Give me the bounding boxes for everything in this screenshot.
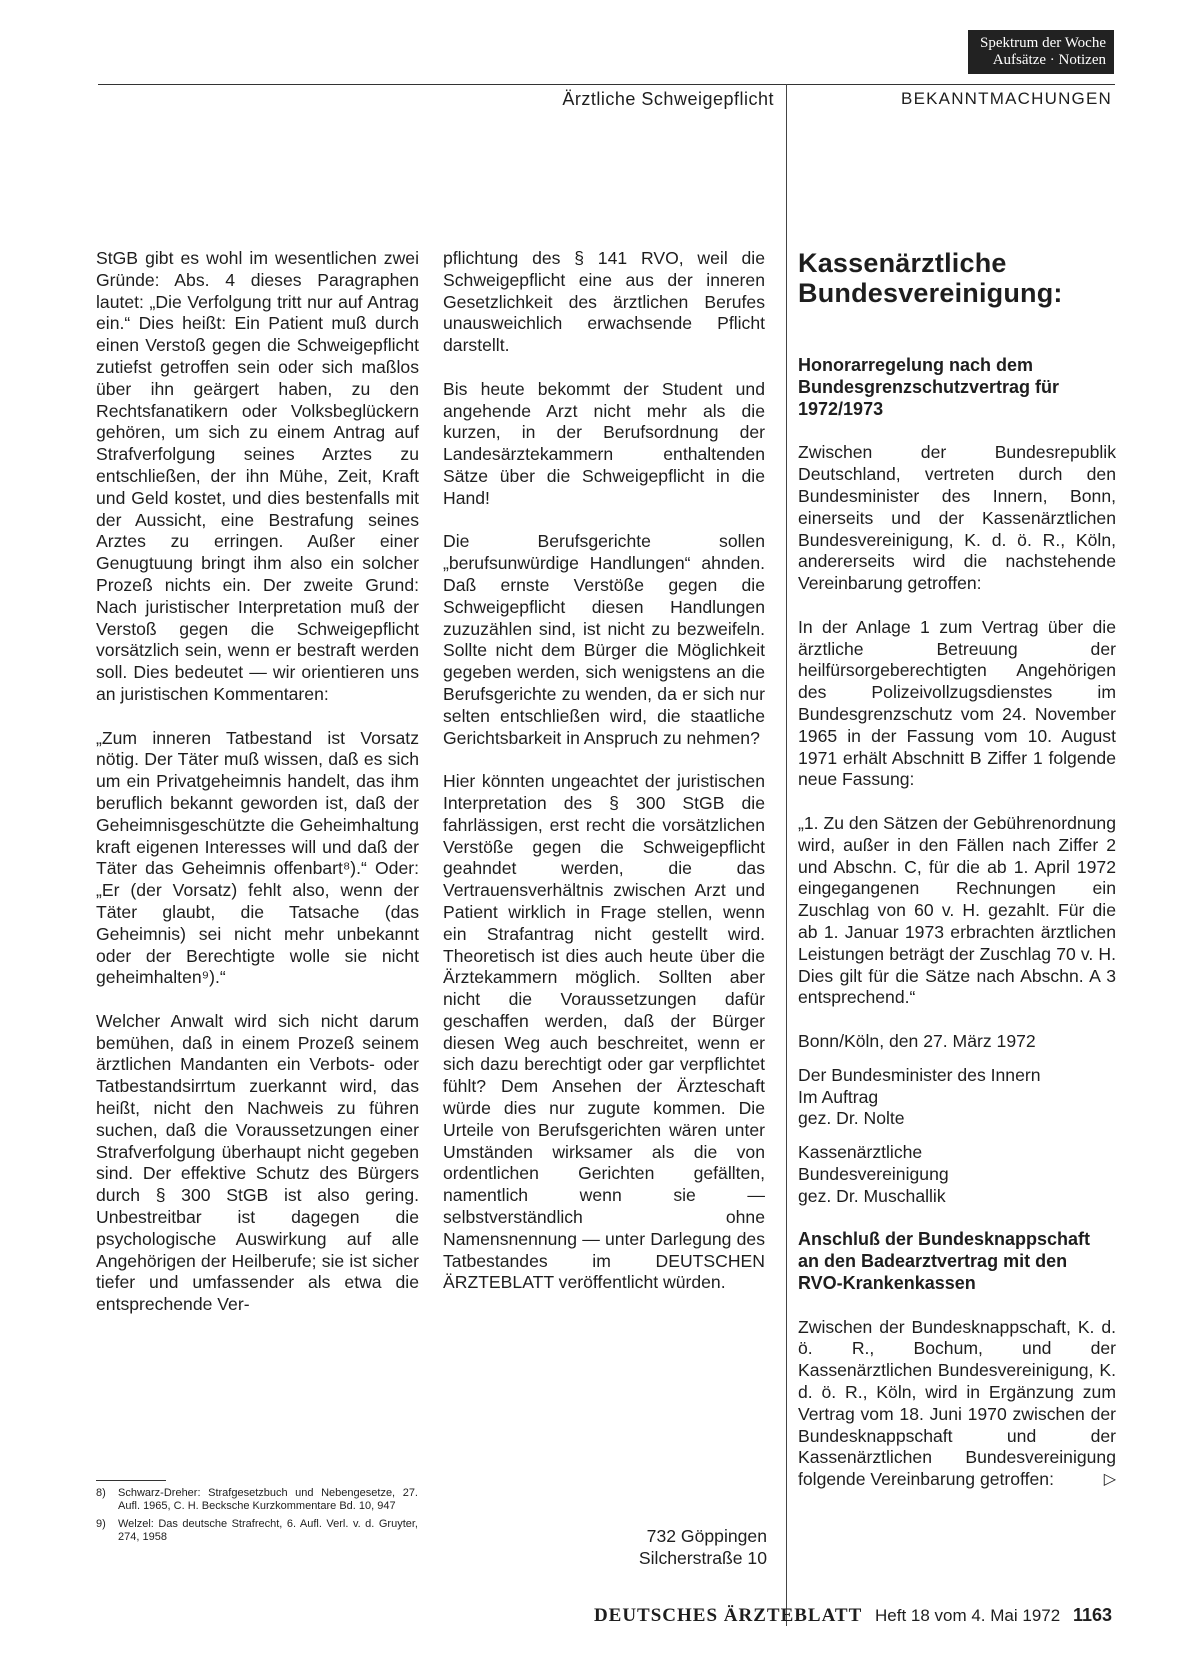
announcements-column xyxy=(798,248,1116,1513)
page-number: 1163 xyxy=(1072,1605,1112,1625)
footnotes xyxy=(96,1480,418,1549)
address-line-1: 732 Göppingen xyxy=(646,1526,767,1546)
footnote-rule xyxy=(96,1480,166,1481)
paragraph: „Zum inneren Tatbestand ist Vorsatz nötig. Der Täter muß wissen, daß es sich um ein Privatgeheimnis handelt, das ihm beruflich bekannt geworden ist, daß der Geheimnisgeschützte die Geheimhaltung kraft eigenen Interesses will und daß der Täter das Geheimnis offenbart⁸).“ Oder: „Er (der Vorsatz) fehlt also, wenn der Täter glaubt, die Tatsache (das Geheimnis) sei nicht mehr unbekannt oder der Berechtigte wolle sie nicht geheimhalten⁹).“ xyxy=(96,727,419,988)
author-address xyxy=(639,1526,767,1570)
announcement-subheading-1: Honorarregelung nach dem Bundesgrenzschutzvertrag für 1972/1973 xyxy=(798,355,1060,419)
paragraph: StGB gibt es wohl im wesentlichen zwei Gründe: Abs. 4 dieses Paragraphen lautet: „Die Verfolgung tritt nur auf Antrag ein.“ Dies heißt: Ein Patient muß durch einen Verstoß gegen die Schweigepflicht zutiefst getroffen sein oder sich maßlos über ihn geärgert haben, zu den Rechtsfanatikern oder Volksbeglückern gehören, um sich zu einem Antrag auf Strafverfolgung seines Arztes zu entschließen, der ihn Mühe, Zeit, Kraft und Geld kostet, und dies bestenfalls mit der Aussicht, eine Bestrafung seines Arztes zu erringen. Außer einer Genugtuung bringt ihm also ein solcher Prozeß nichts ein. Der zweite Grund: Nach juristischer Interpretation muß der Verstoß gegen die Schweigepflicht vorsätzlich sein, wenn er bestraft werden soll. Dies bedeutet — wir orientieren uns an juristischen Kommentaren: xyxy=(96,248,419,704)
article-column-1 xyxy=(96,248,419,1338)
section-badge xyxy=(968,30,1114,74)
signature-block-2 xyxy=(798,1142,1116,1207)
signature-block-1 xyxy=(798,1065,1116,1130)
place-date: Bonn/Köln, den 27. März 1972 xyxy=(798,1030,1036,1051)
paragraph: In der Anlage 1 zum Vertrag über die ärztliche Betreuung der heilfürsorgeberechtigten Angehörigen des Polizeivollzugsdienstes im Bundesgrenzschutz vom 24. November 1965 in der Fassung vom 10. August 1971 erhält Abschnitt B Ziffer 1 folgende neue Fassung: xyxy=(798,616,1116,790)
running-head-right: BEKANNTMACHUNGEN xyxy=(901,89,1112,108)
paragraph: Zwischen der Bundesrepublik Deutschland, vertreten durch den Bundesminister des Innern, Bonn, einerseits und der Kassenärztlichen Bundesvereinigung, K. d. ö. R., Köln, andererseits wird die nachstehende Vereinbarung getroffen: xyxy=(798,442,1116,594)
paragraph: Welcher Anwalt wird sich nicht darum bemühen, daß in einem Prozeß seinem ärztlichen Mandanten ein Verbots- oder Tatbestandsirrtum zuerkannt wird, das heißt, nicht den Nachweis zu führen suchen, daß die Voraussetzungen einer Strafverfolgung überhaupt nicht gegeben sind. Der effektive Schutz des Bürgers durch § 300 StGB ist also gering. Unbestreitbar ist dagegen die psychologische Auswirkung auf alle Angehörigen der Heilberufe; sie ist sicher tiefer und umfassender als etwa die entsprechende Ver- xyxy=(96,1010,419,1315)
footnote-number: 8) xyxy=(96,1487,106,1499)
announcement-heading: Kassenärztliche Bundesvereinigung: xyxy=(798,248,1063,308)
signature-line: Kassenärztliche xyxy=(798,1142,923,1163)
paragraph: pflichtung des § 141 RVO, weil die Schweigepflicht eine aus der inneren Gesetzlichkeit des ärztlichen Berufes unausweichlich erwachsende Pflicht darstellt. xyxy=(443,248,765,356)
journal-name: DEUTSCHES ÄRZTEBLATT xyxy=(593,1605,863,1626)
address-line-2: Silcherstraße 10 xyxy=(638,1547,767,1568)
badge-line-2: Aufsätze · Notizen xyxy=(992,52,1106,68)
announcement-subheading-2: Anschluß der Bundesknappschaft an den Badearztvertrag mit den RVO-Krankenkassen xyxy=(798,1229,1091,1293)
footnote-text: Welzel: Das deutsche Strafrecht, 6. Aufl. Verl. v. d. Gruyter, 274, 1958 xyxy=(118,1518,418,1543)
paragraph: Bis heute bekommt der Student und angehende Arzt nicht mehr als die kurzen, in der Berufsordnung der Landesärztekammern enthaltenden Sätze über die Schweigepflicht in die Hand! xyxy=(443,378,765,508)
footnote-number: 9) xyxy=(96,1518,106,1530)
article-column-2 xyxy=(443,248,765,1316)
footnote-text: Schwarz-Dreher: Strafgesetzbuch und Nebengesetze, 27. Aufl. 1965, C. H. Becksche Kurzkommentare Bd. 10, 947 xyxy=(118,1487,418,1512)
signature-line: gez. Dr. Nolte xyxy=(798,1108,905,1129)
header-rule xyxy=(98,84,1115,85)
badge-line-1: Spektrum der Woche xyxy=(980,35,1106,51)
continue-arrow-icon: ▷ xyxy=(1103,1471,1116,1489)
signature-line: gez. Dr. Muschallik xyxy=(798,1185,946,1206)
issue-info: Heft 18 vom 4. Mai 1972 xyxy=(874,1606,1061,1625)
signature-line: Im Auftrag xyxy=(798,1086,879,1107)
paragraph-continued xyxy=(798,1317,1116,1491)
paragraph: „1. Zu den Sätzen der Gebührenordnung wird, außer in den Fällen nach Ziffer 2 und Abschn. C, für die ab 1. April 1972 eingegangenen Rechnungen ein Zuschlag von 60 v. H. gezahlt. Für die ab 1. Januar 1973 erbrachten ärztlichen Leistungen beträgt der Zuschlag 70 v. H. Dies gilt für die Sätze nach Abschn. A 3 entsprechend.“ xyxy=(798,812,1116,1008)
signature-line: Bundesvereinigung xyxy=(798,1163,949,1184)
paragraph: Die Berufsgerichte sollen „berufsunwürdige Handlungen“ ahnden. Daß ernste Verstöße gegen die Schweigepflicht diesen Handlungen zuzuzählen sind, ist nicht zu bezweifeln. Sollte nicht dem Bürger die Möglichkeit gegeben werden, sich wenigstens an die Berufsgerichte zu wenden, da er sich nur selten entschließen wird, die staatliche Gerichtsbarkeit in Anspruch zu nehmen? xyxy=(443,531,765,748)
footnote-9 xyxy=(96,1518,418,1544)
column-divider xyxy=(786,84,787,1626)
signature-line: Der Bundesminister des Innern xyxy=(798,1064,1041,1085)
page-footer xyxy=(594,1605,1112,1627)
running-head-left: Ärztliche Schweigepflicht xyxy=(562,89,774,109)
footnote-8 xyxy=(96,1487,418,1513)
paragraph-text: Zwischen der Bundesknappschaft, K. d. ö. R., Bochum, und der Kassenärztlichen Bundesvereinigung, K. d. ö. R., Köln, wird in Ergänzung zum Vertrag vom 18. Juni 1970 zwischen der Bundesknappschaft und der Kassenärztlichen Bundesvereinigung folgende Vereinbarung getroffen: xyxy=(798,1316,1116,1490)
paragraph: Hier könnten ungeachtet der juristischen Interpretation des § 300 StGB die fahrlässigen, erst recht die vorsätzlichen Verstöße gegen die Schweigepflicht geahndet werden, die das Vertrauensverhältnis zwischen Arzt und Patient wirklich in Frage stellen, wenn ein Strafantrag nicht gestellt wird. Theoretisch ist dies auch heute über die Ärztekammern möglich. Sollten aber nicht die Voraussetzungen dafür geschaffen werden, daß der Bürger diesen Weg auch beschreitet, wenn er sich dazu berechtigt oder gar verpflichtet fühlt? Dem Ansehen der Ärzteschaft würde dies nur zugute kommen. Die Urteile von Berufsgerichten wären unter Umständen wirksamer als die von ordentlichen Gerichten gefällten, namentlich wenn sie — selbstverständlich ohne Namensnennung — unter Darlegung des Tatbestandes im DEUTSCHEN ÄRZTEBLATT veröffentlicht würden. xyxy=(443,771,765,1293)
